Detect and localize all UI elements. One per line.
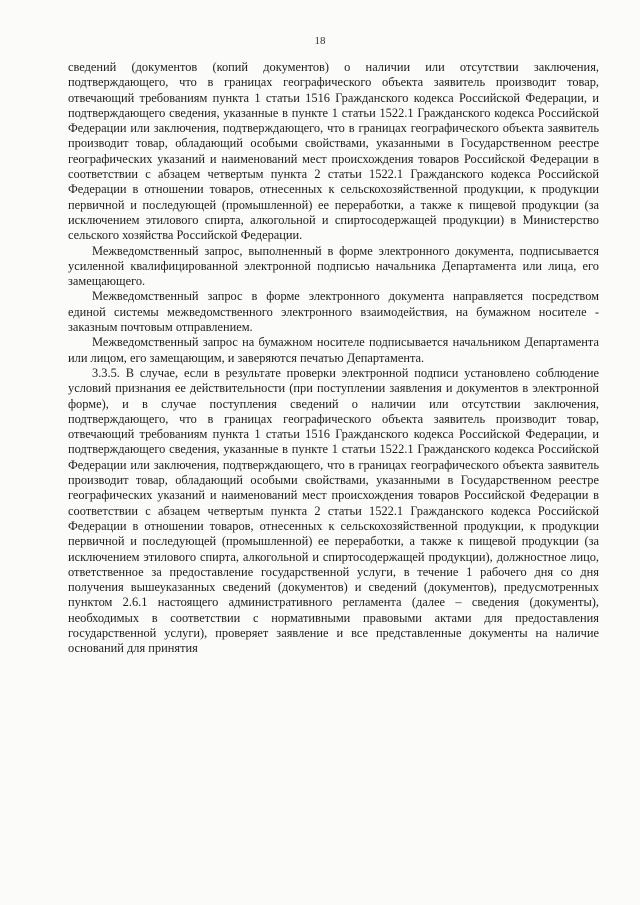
page-number: 18 (314, 35, 326, 47)
paragraph-interagency-request-delivery: Межведомственный запрос в форме электронного документа направляется посредством единой системы межведомственного электронного взаимодействия, на бумажном носителе - заказным почтовым отправлением. (68, 289, 599, 335)
paragraph-clause-3-3-5: 3.3.5. В случае, если в результате проверки электронной подписи установлено соблюдение условий признания ее действительности (при поступлении заявления и документов в электронной форме), и в случае поступления сведений о наличии или отсутствии заключения, подтверждающего, что в границах географического объекта заявитель производит товар, отвечающий требованиям пункта 1 статьи 1516 Гражданского кодекса Российской Федерации, и подтверждающего сведения, указанные в пункте 1 статьи 1522.1 Гражданского кодекса Российской Федерации или заключения, подтверждающего, что в границах географического объекта заявитель производит товар, обладающий особыми свойствами, указанными в Государственном реестре географических указаний и наименований мест происхождения товаров Российской Федерации в соответствии с абзацем четвертым пункта 2 статьи 1522.1 Гражданского кодекса Российской Федерации в отношении товаров, отнесенных к сельскохозяйственной продукции, к продукции первичной и последующей (промышленной) ее переработки, а также к пищевой продукции (за исключением этилового спирта, алкогольной и спиртосодержащей продукции), должностное лицо, ответственное за предоставление государственной услуги, в течение 1 рабочего дня со дня получения вышеуказанных сведений (документов) и сведений (документов), предусмотренных пунктом 2.6.1 настоящего административного регламента (далее – сведения (документы), необходимых в соответствии с нормативными правовыми актами для предоставления государственной услуги), проверяет заявление и все представленные документы на наличие оснований для принятия (68, 365, 599, 656)
paragraph-paper-request-signature: Межведомственный запрос на бумажном носителе подписывается начальником Департамента или лицом, его замещающим, и заверяются печатью Департамента. (68, 335, 599, 365)
document-body (68, 60, 599, 657)
paragraph-continuation: сведений (документов (копий документов) о наличии или отсутствии заключения, подтверждающего, что в границах географического объекта заявитель производит товар, отвечающий требованиям пункта 1 статьи 1516 Гражданского кодекса Российской Федерации, и подтверждающего сведения, указанные в пункте 1 статьи 1522.1 Гражданского кодекса Российской Федерации или заключения, подтверждающего, что в границах географического объекта заявитель производит товар, обладающий особыми свойствами, указанными в Государственном реестре географических указаний и наименований мест происхождения товаров Российской Федерации в соответствии с абзацем четвертым пункта 2 статьи 1522.1 Гражданского кодекса Российской Федерации в отношении товаров, отнесенных к сельскохозяйственной продукции, к продукции первичной и последующей (промышленной) ее переработки, а также к пищевой продукции (за исключением этилового спирта, алкогольной и спиртосодержащей продукции) в Министерство сельского хозяйства Российской Федерации. (68, 60, 599, 243)
paragraph-interagency-request-signature: Межведомственный запрос, выполненный в форме электронного документа, подписывается усиленной квалифицированной электронной подписью начальника Департамента или лица, его замещающего. (68, 243, 599, 289)
